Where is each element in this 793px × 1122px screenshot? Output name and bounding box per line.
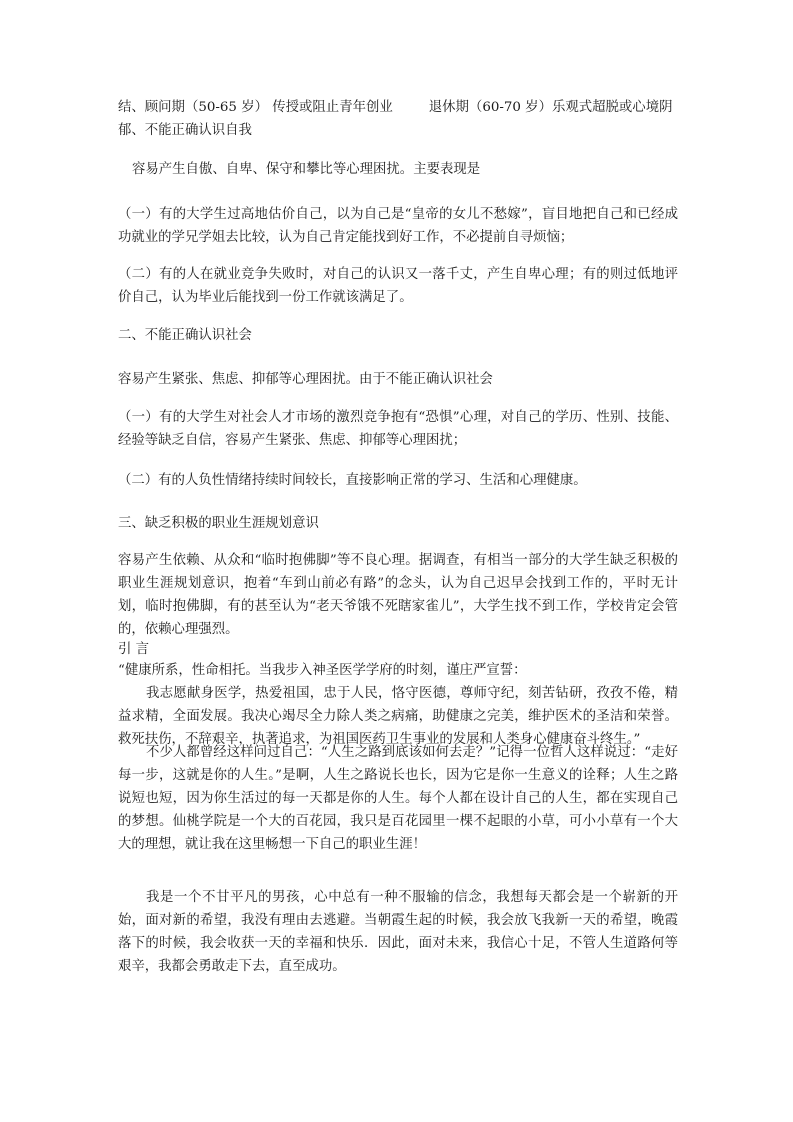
section1-intro: 容易产生自傲、自卑、保守和攀比等心理困扰。主要表现是 <box>132 162 481 177</box>
section3-body: 容易产生依赖、从众和“临时抱佛脚”等不良心理。据调查，有相当一部分的大学生缺乏积极的职业生涯规划意识，抱着“车到山前必有路”的念头，认为自己迟早会找到工作的，平时无计划，临时抱佛脚，有的甚至认为“老天爷饿不死瞎家雀儿”，大学生找不到工作，学校肯定会管的，依赖心理强烈。 <box>118 553 678 637</box>
section2-intro: 容易产生紧张、焦虑、抑郁等心理困扰。由于不能正确认识社会 <box>118 372 493 387</box>
career-stage-part1: 结、顾问期（50-65 岁） 传授或阻止青年创业 <box>118 100 393 115</box>
oath-opening: “健康所系，性命相托。当我步入神圣医学学府的时刻，谨庄严宣誓： <box>118 663 527 678</box>
reflection-paragraph: 不少人都曾经这样问过自己：“人生之路到底该如何去走？”记得一位哲人这样说过：“走好每一步，这就是你的人生。”是啊，人生之路说长也长，因为它是你一生意义的诠释；人生之路说短也短，因为你生活过的每一天都是你的人生。每个人都在设计自己的人生，都在实现自己的梦想。仙桃学院是一个大的百花园，我只是百花园里一棵不起眼的小草，可小小草有一个大大的理想，就让我在这里畅想一下自己的职业生涯！ <box>118 745 678 852</box>
section2-item1: （一）有的大学生对社会人才市场的激烈竞争抱有“恐惧”心理，对自己的学历、性别、技能、经验等缺乏自信，容易产生紧张、焦虑、抑郁等心理困扰； <box>118 410 678 448</box>
section3-title: 三、缺乏积极的职业生涯规划意识 <box>118 516 319 531</box>
section1-item1: （一）有的大学生过高地估价自己，以为自己是“皇帝的女儿不愁嫁”，盲目地把自己和已经成功就业的学兄学姐去比较，认为自己肯定能找到好工作，不必提前自寻烦恼； <box>118 207 678 245</box>
career-stage-continuation: 郁、不能正确认识自我 <box>118 123 252 138</box>
oath-body: 我志愿献身医学，热爱祖国，忠于人民，恪守医德，尊师守纪，刻苦钻研，孜孜不倦，精益求精，全面发展。我决心竭尽全力除人类之病痛，助健康之完美，维护医术的圣洁和荣誉。救死扶伤，不辞艰辛，执著追求，为祖国医药卫生事业的发展和人类身心健康奋斗终生。” <box>118 686 678 747</box>
career-stage-line <box>118 96 678 142</box>
career-stage-part2: 退休期（60-70 岁）乐观式超脱或心境阴 <box>428 100 673 115</box>
section2-item2: （二）有的人负性情绪持续时间较长，直接影响正常的学习、生活和心理健康。 <box>118 473 587 488</box>
intro-title: 引 言 <box>118 642 150 657</box>
closing-paragraph: 我是一个不甘平凡的男孩，心中总有一种不服输的信念，我想每天都会是一个崭新的开始，面对新的希望，我没有理由去逃避。当朝霞生起的时候，我会放飞我新一天的希望，晚霞落下的时候，我会收获一天的幸福和快乐．因此，面对未来，我信心十足，不管人生道路何等艰辛，我都会勇敢走下去，直至成功。 <box>118 890 678 974</box>
section2-title: 二、不能正确认识社会 <box>118 328 252 343</box>
section1-item2: （二）有的人在就业竞争失败时，对自己的认识又一落千丈，产生自卑心理；有的则过低地评价自己，认为毕业后能找到一份工作就该满足了。 <box>118 267 678 305</box>
